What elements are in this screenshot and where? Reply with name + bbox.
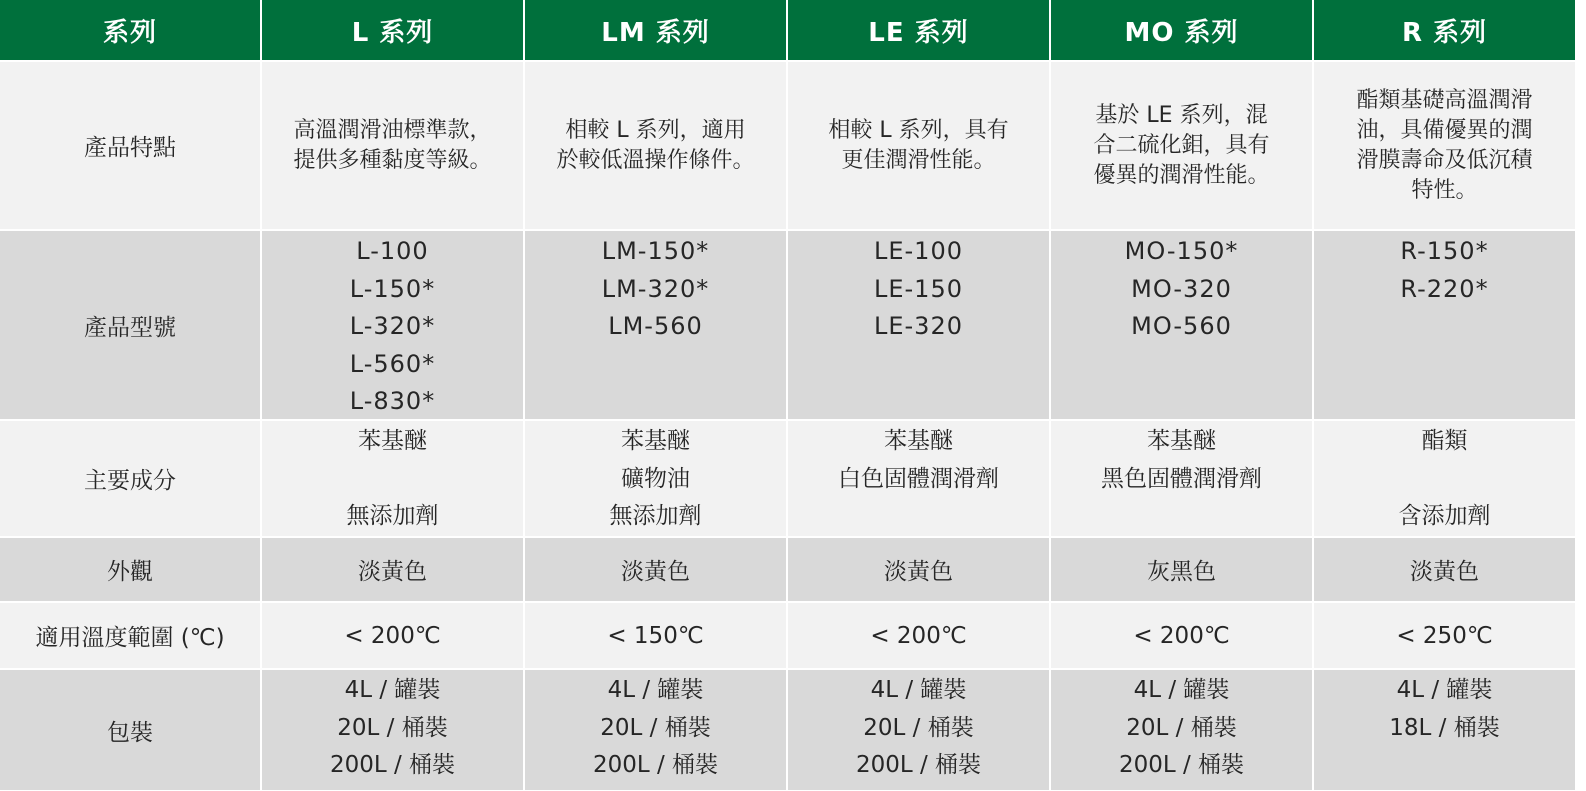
packaging-item: 200L / 桶裝	[1118, 752, 1245, 778]
model-item: L-150*	[349, 274, 436, 303]
header-le-label: LE 系列	[868, 17, 969, 48]
model-item: LE-100	[873, 237, 963, 265]
model-item: MO-150*	[1124, 237, 1239, 265]
appearance-value: 淡黃色	[358, 559, 427, 585]
temperature-cell-r	[1314, 603, 1575, 668]
feature-line: 油，具備優異的潤	[1356, 117, 1533, 143]
models-row-label	[0, 231, 260, 419]
model-item: L-830*	[349, 387, 436, 415]
header-lm-label: LM 系列	[601, 17, 710, 48]
ingredients-cell-r	[1314, 421, 1575, 536]
feature-line: 高溫潤滑油標準款，	[293, 117, 492, 143]
packaging-cell-l	[262, 670, 523, 790]
ingredient-item: 白色固體潤滑劑	[838, 465, 999, 492]
model-item: LE-320	[873, 312, 963, 340]
appearance-cell-l	[262, 538, 523, 601]
model-item: L-100	[356, 237, 429, 265]
packaging-item: 4L / 罐裝	[870, 677, 967, 703]
packaging-item: 20L / 桶裝	[1126, 714, 1237, 741]
ingredients-row-label	[0, 421, 260, 536]
model-item: R-150*	[1400, 237, 1489, 265]
header-l-series	[262, 0, 523, 60]
packaging-item: 20L / 桶裝	[863, 714, 974, 741]
model-item: MO-560	[1131, 312, 1232, 340]
model-item: MO-320	[1131, 274, 1232, 303]
packaging-item: 200L / 桶裝	[329, 752, 456, 778]
packaging-item: 4L / 罐裝	[1396, 677, 1493, 703]
packaging-label: 包裝	[107, 719, 153, 746]
temperature-cell-le	[788, 603, 1049, 668]
temperature-label: 適用溫度範圍 (℃)	[35, 625, 225, 651]
header-r-series	[1314, 0, 1575, 60]
features-cell-r	[1314, 62, 1575, 229]
model-item: L-320*	[349, 312, 436, 340]
header-le-series	[788, 0, 1049, 60]
packaging-item: 20L / 桶裝	[337, 714, 448, 741]
appearance-value: 淡黃色	[1410, 559, 1479, 585]
ingredient-item: 黑色固體潤滑劑	[1101, 465, 1262, 492]
feature-line: 提供多種黏度等級。	[293, 147, 492, 173]
models-cell-mo	[1051, 231, 1312, 419]
features-cell-mo	[1051, 62, 1312, 229]
features-cell-le	[788, 62, 1049, 229]
ingredients-cell-le	[788, 421, 1049, 536]
packaging-item: 20L / 桶裝	[600, 714, 711, 741]
ingredient-item: 含添加劑	[1398, 503, 1491, 529]
packaging-item: 4L / 罐裝	[344, 677, 441, 703]
ingredients-cell-l	[262, 421, 523, 536]
packaging-cell-r	[1314, 670, 1575, 790]
packaging-cell-mo	[1051, 670, 1312, 790]
appearance-cell-le	[788, 538, 1049, 601]
ingredient-item: 礦物油	[621, 465, 690, 492]
model-item: LM-320*	[601, 274, 710, 303]
temperature-cell-mo	[1051, 603, 1312, 668]
appearance-value: 淡黃色	[884, 559, 953, 585]
model-item: L-560*	[349, 349, 436, 378]
model-item: R-220*	[1400, 274, 1489, 303]
temperature-value: < 250℃	[1396, 622, 1493, 649]
features-row-label	[0, 62, 260, 229]
packaging-item: 18L / 桶裝	[1389, 714, 1500, 741]
models-cell-le	[788, 231, 1049, 419]
ingredients-cell-lm	[525, 421, 786, 536]
model-item: LM-150*	[601, 237, 710, 265]
feature-line: 更佳潤滑性能。	[841, 147, 996, 173]
packaging-item: 200L / 桶裝	[855, 752, 982, 778]
ingredient-item: 苯基醚	[1147, 428, 1216, 454]
appearance-value: 灰黑色	[1147, 559, 1216, 585]
ingredient-item: 酯類	[1421, 428, 1468, 454]
ingredient-item: 無添加劑	[346, 503, 439, 529]
appearance-row-label	[0, 538, 260, 601]
models-cell-l	[262, 231, 523, 419]
feature-line: 滑膜壽命及低沉積	[1356, 147, 1533, 173]
packaging-row-label	[0, 670, 260, 790]
appearance-value: 淡黃色	[621, 559, 690, 585]
feature-line: 合二硫化鉬，具有	[1093, 132, 1270, 158]
appearance-label: 外觀	[107, 559, 153, 585]
feature-line: 特性。	[1411, 177, 1478, 203]
features-cell-l	[262, 62, 523, 229]
header-mo-series	[1051, 0, 1312, 60]
model-item: LM-560	[608, 312, 703, 340]
ingredients-cell-mo	[1051, 421, 1312, 536]
ingredient-item: 無添加劑	[609, 503, 702, 529]
models-label: 產品型號	[84, 314, 176, 341]
temperature-row-label	[0, 603, 260, 668]
temperature-value: < 200℃	[1133, 622, 1230, 649]
feature-line: 基於 LE 系列，混	[1095, 102, 1268, 128]
temperature-cell-lm	[525, 603, 786, 668]
features-label: 產品特點	[84, 135, 176, 161]
features-cell-lm	[525, 62, 786, 229]
packaging-item: 4L / 罐裝	[607, 677, 704, 703]
feature-line: 於較低溫操作條件。	[556, 147, 755, 173]
ingredient-item: 苯基醚	[358, 428, 427, 454]
header-mo-label: MO 系列	[1124, 17, 1239, 48]
ingredients-label: 主要成分	[84, 468, 176, 494]
feature-line: 相較 L 系列，具有	[828, 117, 1009, 143]
model-item: LE-150	[873, 274, 963, 303]
header-r-label: R 系列	[1401, 17, 1488, 48]
temperature-value: < 150℃	[607, 622, 704, 649]
header-l-label: L 系列	[351, 17, 434, 48]
header-series-cell	[0, 0, 260, 60]
temperature-cell-l	[262, 603, 523, 668]
models-cell-r	[1314, 231, 1575, 419]
temperature-value: < 200℃	[870, 622, 967, 649]
appearance-cell-lm	[525, 538, 786, 601]
ingredient-item: 苯基醚	[884, 428, 953, 454]
appearance-cell-mo	[1051, 538, 1312, 601]
feature-line: 優異的潤滑性能。	[1093, 162, 1270, 188]
packaging-cell-lm	[525, 670, 786, 790]
packaging-item: 200L / 桶裝	[592, 752, 719, 778]
header-series-label: 系列	[102, 17, 157, 48]
models-cell-lm	[525, 231, 786, 419]
feature-line: 酯類基礎高溫潤滑	[1356, 87, 1533, 113]
packaging-cell-le	[788, 670, 1049, 790]
header-lm-series	[525, 0, 786, 60]
feature-line: 相較 L 系列，適用	[565, 117, 746, 143]
appearance-cell-r	[1314, 538, 1575, 601]
temperature-value: < 200℃	[344, 622, 441, 649]
ingredient-item: 苯基醚	[621, 428, 690, 454]
packaging-item: 4L / 罐裝	[1133, 677, 1230, 703]
